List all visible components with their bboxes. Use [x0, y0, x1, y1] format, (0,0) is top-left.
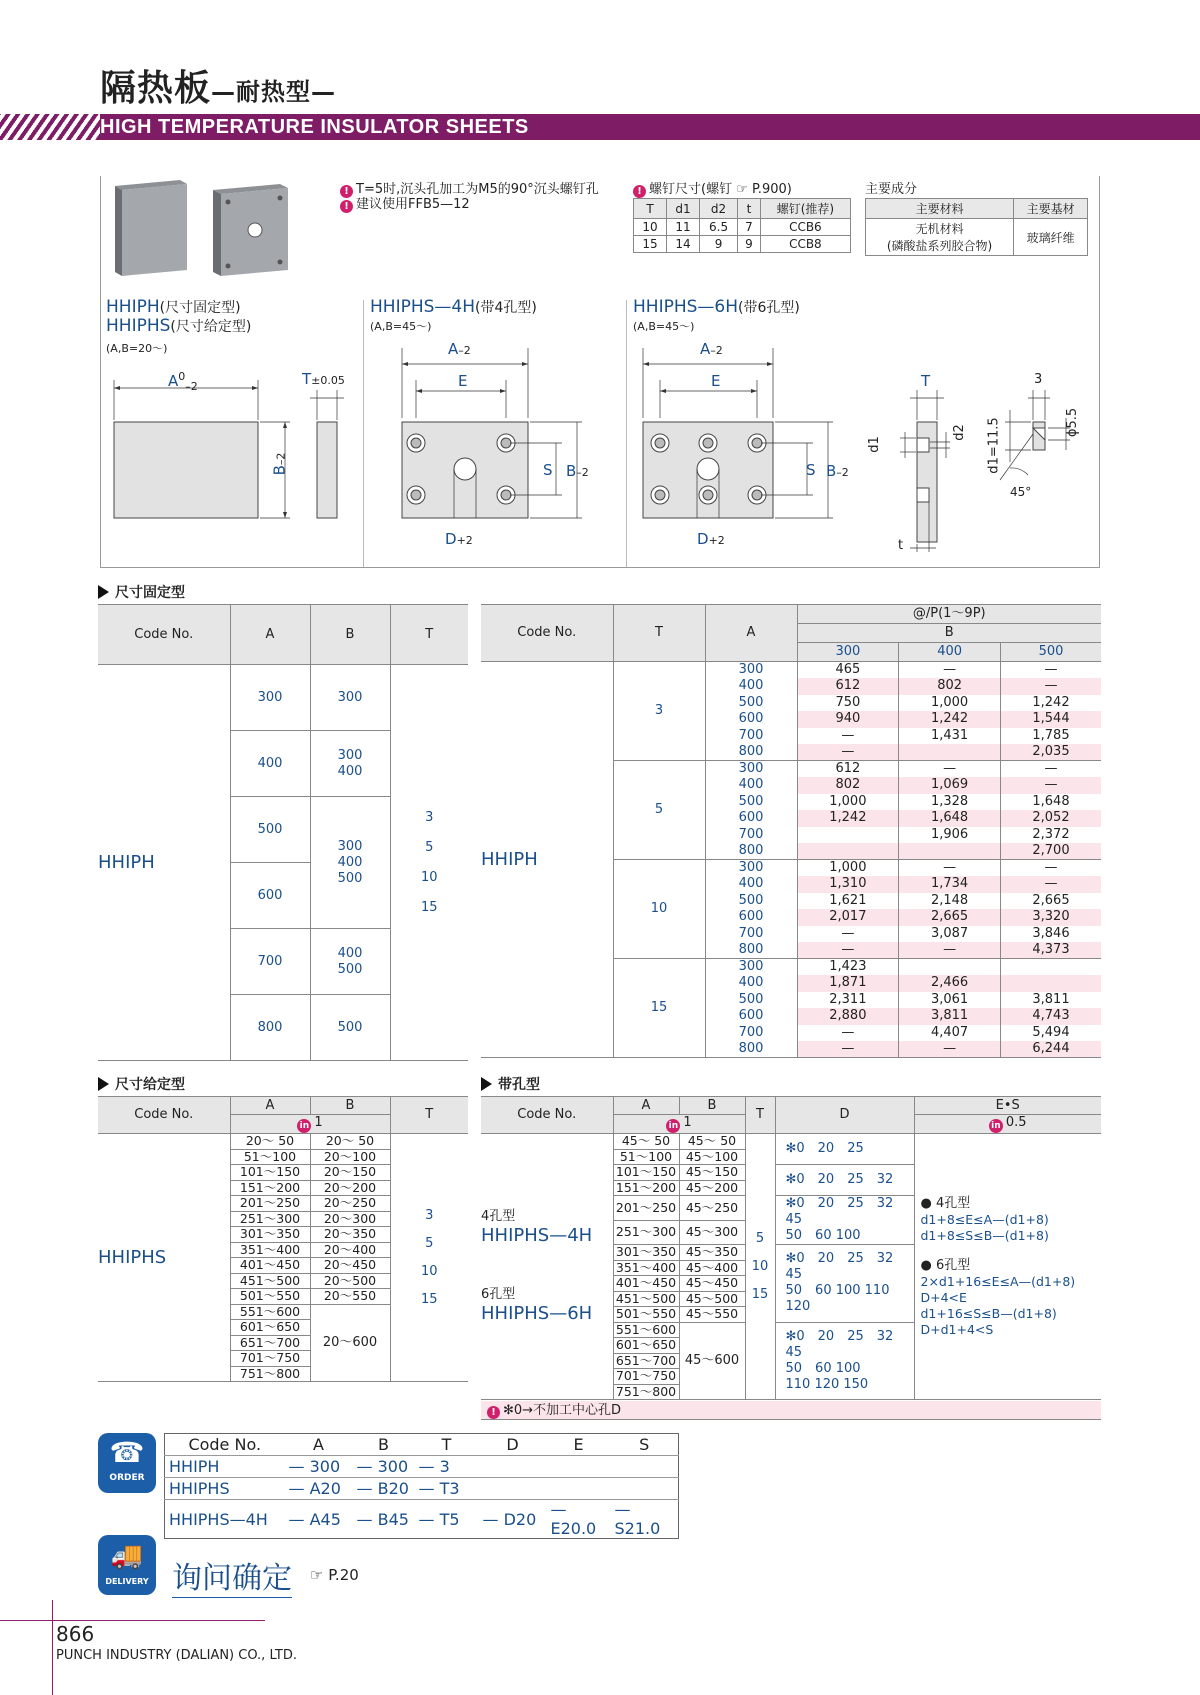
- price-a-cell: 700: [705, 728, 797, 745]
- hole-b-cell: 45～500: [679, 1291, 745, 1307]
- given-code: HHIPHS: [98, 1134, 230, 1382]
- price-cell: 2,148: [899, 893, 1001, 910]
- price-cell: 3,811: [1000, 992, 1101, 1009]
- given-a-cell: 201～250: [230, 1196, 310, 1212]
- material-table: 主要材料 主要基材 无机材料 (磷酸盐系列胶合物) 玻璃纤维: [865, 198, 1088, 256]
- price-cell: 2,466: [899, 975, 1001, 992]
- hole-footnote: ! ✻0→不加工中心孔D: [481, 1401, 1101, 1420]
- given-a-cell: 401～450: [230, 1258, 310, 1274]
- price-a-cell: 400: [705, 876, 797, 893]
- screw-title: ! 螺钉尺寸(螺钉 ☞ P.900): [633, 178, 792, 198]
- dim-b: B–2: [270, 452, 289, 476]
- price-cell: 3,320: [1000, 909, 1101, 926]
- price-cell: 6,244: [1000, 1041, 1101, 1058]
- dim-sec-t-small: t: [898, 538, 904, 553]
- footer-rule: [52, 1600, 53, 1695]
- price-cell: 2,311: [797, 992, 899, 1009]
- price-cell: —: [1000, 860, 1101, 877]
- hole-a-cell: 251～300: [613, 1220, 679, 1245]
- type-6h-title: HHIPHS—6H(带6孔型): [633, 297, 800, 317]
- given-b-cell: 20～400: [310, 1242, 390, 1258]
- drawing-plain-sheet: [100, 360, 365, 550]
- hole-es-cell: ● 4孔型 d1+8≤E≤A—(d1+8) d1+8≤S≤B—(d1+8) ● 6孔型 2×d1+16≤E≤A—(d1+8) D+4<E d1+16≤S≤B—(d1+8) D+d1+4<S: [914, 1134, 1101, 1400]
- price-cell: —: [899, 662, 1001, 679]
- price-cell: 1,000: [899, 695, 1001, 712]
- price-cell: —: [1000, 678, 1101, 695]
- dim-6h-e: E: [711, 372, 721, 390]
- price-cell: 2,017: [797, 909, 899, 926]
- note-recommend: ! 建议使用FFB5—12: [340, 193, 470, 213]
- price-cell: 1,310: [797, 876, 899, 893]
- price-cell: 3,061: [899, 992, 1001, 1009]
- given-b-cell: 20～100: [310, 1149, 390, 1165]
- price-cell: —: [1000, 777, 1101, 794]
- delivery-ref: ☞ P.20: [310, 1566, 359, 1584]
- given-b-cell: 20～ 50: [310, 1134, 390, 1150]
- price-cell: —: [899, 1041, 1001, 1058]
- given-a-cell: 651～700: [230, 1335, 310, 1351]
- price-cell: 465: [797, 662, 899, 679]
- delivery-text: 询问确定: [172, 1553, 292, 1598]
- price-cell: 940: [797, 711, 899, 728]
- hole-b-cell: 45～ 50: [679, 1134, 745, 1150]
- price-cell: 1,242: [899, 711, 1001, 728]
- price-cell: —: [899, 860, 1001, 877]
- hole-b-cell: 45～250: [679, 1196, 745, 1221]
- dim-6h-d: D+2: [697, 530, 725, 548]
- hole-b-cell: 45～350: [679, 1245, 745, 1261]
- dim-a: $A^0_{-2}$: [168, 370, 198, 393]
- hole-b-cell: 45～100: [679, 1149, 745, 1165]
- price-cell: —: [1000, 761, 1101, 778]
- price-cell: 1,871: [797, 975, 899, 992]
- dim-6h-s: S: [806, 461, 816, 479]
- price-a-cell: 300: [705, 662, 797, 679]
- given-a-cell: 601～650: [230, 1320, 310, 1336]
- given-b-cell: 20～250: [310, 1196, 390, 1212]
- hole-a-cell: 45～ 50: [613, 1134, 679, 1150]
- hole-a-cell: 701～750: [613, 1369, 679, 1385]
- price-cell: [899, 843, 1001, 860]
- given-b-cell: 20～350: [310, 1227, 390, 1243]
- hole-d-cell: ✻0 20 25 32: [775, 1165, 914, 1196]
- given-t-cell: 3 5 10 15: [390, 1134, 468, 1382]
- price-cell: 2,052: [1000, 810, 1101, 827]
- hole-a-cell: 301～350: [613, 1245, 679, 1261]
- type-4h-range: (A,B=45～): [370, 320, 432, 333]
- hole-code-cell: 4孔型 HHIPHS—4H 6孔型 HHIPHS—6H: [481, 1134, 613, 1400]
- price-cell: —: [899, 942, 1001, 959]
- type-fixed-range: (A,B=20～): [106, 342, 168, 355]
- dim-6h-b: B–2: [826, 462, 849, 480]
- given-a-cell: 151～200: [230, 1180, 310, 1196]
- price-a-cell: 800: [705, 744, 797, 761]
- drawing-4h-sheet: [370, 340, 610, 555]
- price-cell: —: [899, 761, 1001, 778]
- price-cell: [899, 959, 1001, 976]
- price-cell: [1000, 975, 1101, 992]
- hole-d-cell: ✻0 20 25 32 45 50 60 100 110 120 150: [775, 1322, 914, 1400]
- price-a-cell: 600: [705, 1008, 797, 1025]
- given-a-cell: 51～100: [230, 1149, 310, 1165]
- price-cell: 2,665: [1000, 893, 1101, 910]
- order-icon: ☎ ORDER: [98, 1433, 156, 1493]
- order-table: Code No. A B T D E S HHIPH — 300 — 300 — 3 HHIPHS — A20 — B20 — T3 HHIPHS—4H — A45 — B45 — T5 — D20 —E20.0 — S21.0: [164, 1433, 679, 1539]
- price-a-cell: 500: [705, 695, 797, 712]
- price-cell: 2,665: [899, 909, 1001, 926]
- price-cell: 1,242: [1000, 695, 1101, 712]
- hole-a-cell: 101～150: [613, 1165, 679, 1181]
- price-cell: 3,087: [899, 926, 1001, 943]
- price-thickness: 15: [613, 959, 705, 1058]
- given-a-cell: 20～ 50: [230, 1134, 310, 1150]
- dim-4h-a: A–2: [448, 340, 471, 358]
- price-cell: 1,000: [797, 794, 899, 811]
- hole-a-cell: 351～400: [613, 1260, 679, 1276]
- price-cell: 1,906: [899, 827, 1001, 844]
- hole-d-cell: ✻0 20 25: [775, 1134, 914, 1165]
- banner-text: HIGH TEMPERATURE INSULATOR SHEETS: [100, 116, 529, 138]
- price-cell: 2,035: [1000, 744, 1101, 761]
- price-cell: 1,648: [899, 810, 1001, 827]
- hole-a-cell: 651～700: [613, 1353, 679, 1369]
- price-cell: —: [797, 1025, 899, 1042]
- price-cell: 1,242: [797, 810, 899, 827]
- hole-d-cell: ✻0 20 25 32 45 50 60 100 110 120: [775, 1245, 914, 1323]
- given-a-cell: 551～600: [230, 1304, 310, 1320]
- price-cell: 1,431: [899, 728, 1001, 745]
- hole-b-cell: 45～600: [679, 1322, 745, 1400]
- hole-row: [481, 1134, 1101, 1150]
- dim-4h-b: B–2: [566, 462, 589, 480]
- hole-b-cell: 45～550: [679, 1307, 745, 1323]
- price-cell: 4,407: [899, 1025, 1001, 1042]
- material-title: 主要成分: [865, 182, 918, 197]
- section-fixed: 尺寸固定型: [98, 582, 185, 602]
- type-6h-range: (A,B=45～): [633, 320, 695, 333]
- type-given-title: HHIPHS(尺寸给定型): [106, 316, 252, 336]
- price-cell: —: [1000, 662, 1101, 679]
- price-row: [481, 662, 1101, 679]
- given-b-cell: 20～600: [310, 1304, 390, 1382]
- given-a-cell: 501～550: [230, 1289, 310, 1305]
- price-cell: 612: [797, 761, 899, 778]
- price-cell: 612: [797, 678, 899, 695]
- price-cell: [899, 744, 1001, 761]
- price-a-cell: 400: [705, 678, 797, 695]
- price-a-cell: 800: [705, 1041, 797, 1058]
- dim-4h-s: S: [543, 461, 553, 479]
- hole-a-cell: 451～500: [613, 1291, 679, 1307]
- price-a-cell: 800: [705, 843, 797, 860]
- price-cell: 1,069: [899, 777, 1001, 794]
- price-cell: 5,494: [1000, 1025, 1101, 1042]
- given-a-cell: 351～400: [230, 1242, 310, 1258]
- price-cell: 3,811: [899, 1008, 1001, 1025]
- hole-b-cell: 45～200: [679, 1180, 745, 1196]
- price-cell: 1,423: [797, 959, 899, 976]
- type-4h-title: HHIPHS—4H(带4孔型): [370, 297, 537, 317]
- price-cell: 3,846: [1000, 926, 1101, 943]
- price-a-cell: 600: [705, 909, 797, 926]
- dim-6h-a: A–2: [700, 340, 723, 358]
- price-a-cell: 300: [705, 761, 797, 778]
- price-a-cell: 500: [705, 893, 797, 910]
- price-a-cell: 700: [705, 1025, 797, 1042]
- page-number: 866: [56, 1622, 95, 1646]
- price-a-cell: 600: [705, 810, 797, 827]
- price-cell: 1,648: [1000, 794, 1101, 811]
- hole-a-cell: 401～450: [613, 1276, 679, 1292]
- hole-a-cell: 151～200: [613, 1180, 679, 1196]
- price-cell: —: [797, 1041, 899, 1058]
- given-a-cell: 301～350: [230, 1227, 310, 1243]
- price-cell: 1,000: [797, 860, 899, 877]
- given-a-cell: 451～500: [230, 1273, 310, 1289]
- price-cell: [797, 827, 899, 844]
- price-cell: 1,328: [899, 794, 1001, 811]
- hole-a-cell: 201～250: [613, 1196, 679, 1221]
- hole-a-cell: 751～800: [613, 1384, 679, 1400]
- given-b-cell: 20～500: [310, 1273, 390, 1289]
- hole-a-cell: 601～650: [613, 1338, 679, 1354]
- type-fixed-title: HHIPH(尺寸固定型): [106, 297, 241, 317]
- dim-sec-d1v: d1=11.5: [986, 417, 1002, 474]
- given-b-cell: 20～450: [310, 1258, 390, 1274]
- price-a-cell: 800: [705, 942, 797, 959]
- page-subtitle: —耐热型—: [211, 78, 337, 106]
- hole-b-cell: 45～150: [679, 1165, 745, 1181]
- price-cell: 750: [797, 695, 899, 712]
- inch-icon: in: [989, 1119, 1003, 1133]
- given-a-cell: 251～300: [230, 1211, 310, 1227]
- price-cell: 2,372: [1000, 827, 1101, 844]
- inch-icon: in: [297, 1119, 311, 1133]
- hole-b-cell: 45～300: [679, 1220, 745, 1245]
- price-cell: 1,785: [1000, 728, 1101, 745]
- dim-sec-angle: 45°: [1010, 485, 1032, 499]
- hole-b-cell: 45～450: [679, 1276, 745, 1292]
- given-a-cell: 701～750: [230, 1351, 310, 1367]
- price-a-cell: 600: [705, 711, 797, 728]
- product-image: [110, 178, 300, 283]
- footer-line: [0, 1620, 265, 1621]
- section-given: 尺寸给定型: [98, 1074, 185, 1094]
- given-b-cell: 20～150: [310, 1165, 390, 1181]
- hole-a-cell: 551～600: [613, 1322, 679, 1338]
- given-row: [98, 1134, 468, 1150]
- price-cell: —: [797, 744, 899, 761]
- hole-a-cell: 501～550: [613, 1307, 679, 1323]
- dim-sec-3: 3: [1034, 372, 1043, 387]
- price-cell: 802: [797, 777, 899, 794]
- page-title: 隔热板—耐热型—: [100, 68, 337, 109]
- hole-d-cell: ✻0 20 25 32 45 50 60 100: [775, 1196, 914, 1245]
- price-a-cell: 400: [705, 975, 797, 992]
- price-cell: 1,734: [899, 876, 1001, 893]
- dim-4h-e: E: [458, 372, 468, 390]
- price-cell: —: [797, 926, 899, 943]
- price-cell: —: [1000, 876, 1101, 893]
- drawing-section-detail: [870, 370, 1095, 560]
- given-b-cell: 20～300: [310, 1211, 390, 1227]
- price-a-cell: 700: [705, 827, 797, 844]
- hole-a-cell: 51～100: [613, 1149, 679, 1165]
- dim-sec-d2: d2: [951, 424, 967, 441]
- price-a-cell: 300: [705, 959, 797, 976]
- hole-t-cell: 5 10 15: [745, 1134, 775, 1400]
- dim-sec-t: T: [921, 372, 931, 390]
- given-b-cell: 20～550: [310, 1289, 390, 1305]
- note-countersink: ! T=5时,沉头孔加工为M5的90°沉头螺钉孔: [340, 178, 599, 198]
- price-code: HHIPH: [481, 662, 613, 1058]
- inch-icon: in: [666, 1119, 680, 1133]
- dim-t: T±0.05: [302, 370, 345, 388]
- price-thickness: 3: [613, 662, 705, 761]
- given-size-table: Code No. A B T in 1 HHIPHS 20～ 50 20～ 50 3 5 10 15 51～100 20～100 101～150 20～150 151～200 20～200 201～250 20～250 251～300 20～300 301～350 20～350 351～400 20～400 401～450 20～450 451～500 20～500 501～550 20～550 551～600 20～600 601～650 651～700 701～750 751～800: [98, 1096, 468, 1382]
- price-a-cell: 500: [705, 992, 797, 1009]
- price-cell: [797, 843, 899, 860]
- screw-table: T d1 d2 t 螺钉(推荐) 10 11 6.5 7 CCB6 15 14 9 9 CCB8: [633, 198, 851, 253]
- price-thickness: 10: [613, 860, 705, 959]
- dim-4h-d: D+2: [445, 530, 473, 548]
- fixed-size-table: Code No. A B T HHIPH 300 300 3 5 10 15 400 300 400 500 300 400 500 600 700 400 500 800 500: [98, 604, 468, 1061]
- price-thickness: 5: [613, 761, 705, 860]
- price-cell: 2,700: [1000, 843, 1101, 860]
- price-cell: 1,544: [1000, 711, 1101, 728]
- price-a-cell: 300: [705, 860, 797, 877]
- price-cell: —: [797, 728, 899, 745]
- given-b-cell: 20～200: [310, 1180, 390, 1196]
- price-cell: 4,743: [1000, 1008, 1101, 1025]
- price-cell: 1,621: [797, 893, 899, 910]
- price-cell: 802: [899, 678, 1001, 695]
- delivery-icon: 🚚 DELIVERY: [98, 1535, 156, 1595]
- price-cell: [1000, 959, 1101, 976]
- price-cell: 4,373: [1000, 942, 1101, 959]
- divider: [626, 300, 627, 567]
- hole-table: Code No. A B T D E•S in 1 in 0.5 4孔型 HHIPHS—4H 6孔型 HHIPHS—6H 45～ 50 45～ 50 5 10 15 ✻0 20 25 ● 4孔型 d1+8≤E≤A—(d1+8) d1+8≤S≤B—(d1+8) ● 6孔型 2×d1+16≤E≤A—(d1+8) D+4<E d1+16≤S≤B—(d1+8) D+d1+4<S 51～100 45～100 101～150 45～150 ✻0 20 25 32 151～200 45～200 201～250 45～250 ✻0 20 25 32 45 50 60 100 251～300 45～300 301～350 45～350 ✻0 20 25 32 45 50 60 100 110 120 351～400 45～400 401～450 45～450 451～500 45～500 501～550 45～550 551～600 45～600 ✻0 20 25 32 45 50 60 100 110 120 150 601～650 651～700 701～750 751～800: [481, 1096, 1101, 1400]
- price-a-cell: 400: [705, 777, 797, 794]
- dim-sec-phi: ϕ5.5: [1065, 407, 1081, 438]
- section-holes: 带孔型: [481, 1074, 540, 1094]
- hole-b-cell: 45～400: [679, 1260, 745, 1276]
- price-a-cell: 500: [705, 794, 797, 811]
- price-cell: 2,880: [797, 1008, 899, 1025]
- price-cell: —: [797, 942, 899, 959]
- given-a-cell: 751～800: [230, 1366, 310, 1382]
- company-name: PUNCH INDUSTRY (DALIAN) CO., LTD.: [56, 1648, 297, 1663]
- price-a-cell: 700: [705, 926, 797, 943]
- given-a-cell: 101～150: [230, 1165, 310, 1181]
- dim-sec-d1: d1: [866, 436, 882, 453]
- price-table: Code No. T A @/P(1～9P) B 300 400 500 HHIPH 3 300 465 — — 400 612 802 — 500 750 1,000 1,242 600 940 1,242 1,544 700 — 1,431 1,785 800 — 2,035 5 300 612 — — 400 802 1,069 — 500 1,000 1,328 1,648 600 1,242 1,648 2,052 700 1,906 2,372 800 2,700 10 300 1,000 — — 400 1,310 1,734 — 500 1,621 2,148 2,665 600 2,017 2,665 3,320 700 — 3,087 3,846 800 — — 4,373 15 300 1,423 400 1,871 2,466 500 2,311 3,061 3,811 600 2,880 3,811 4,743 700 — 4,407 5,494 800 — — 6,244: [481, 604, 1101, 1058]
- drawing-6h-sheet: [633, 340, 873, 555]
